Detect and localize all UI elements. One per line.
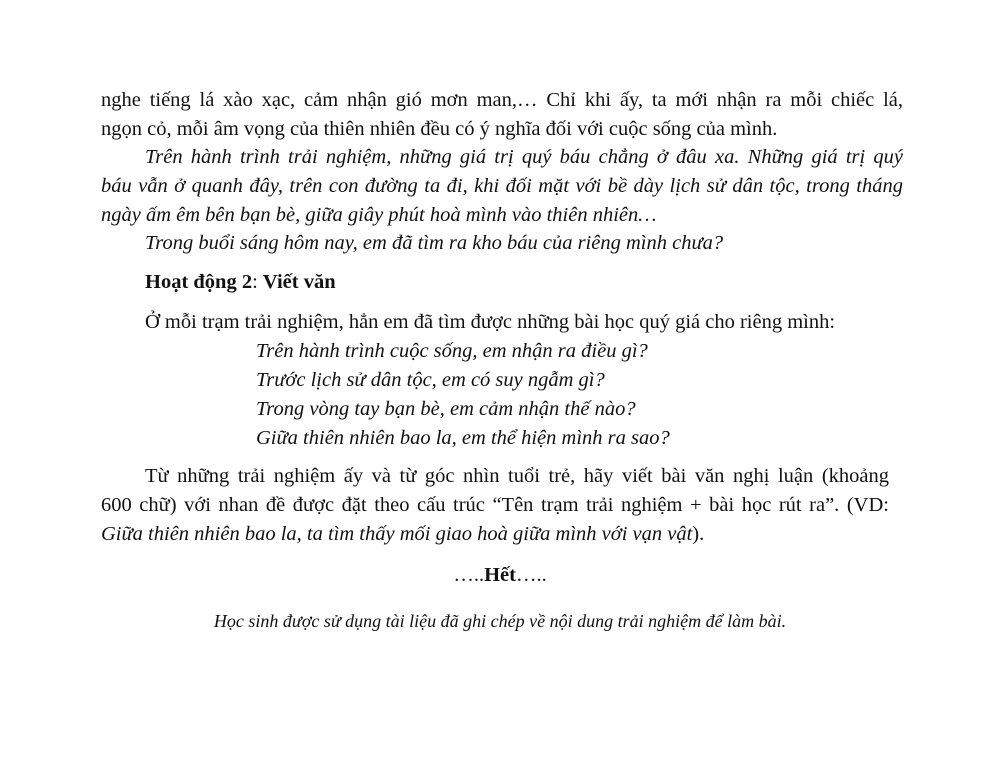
intro-text: Ở mỗi trạm trải nghiệm, hẳn em đã tìm được những bài học quý giá cho riêng mình: <box>145 311 836 333</box>
paragraph2-line2: báu vẫn ở quanh đây, trên con đường ta đi, khi đối mặt với bề dày lịch sử dân tộc, trong tháng <box>101 175 903 197</box>
footnote: Học sinh được sử dụng tài liệu đã ghi chép về nội dung trải nghiệm để làm bài. <box>213 611 787 631</box>
paragraph1-line2: ngọn cỏ, mỗi âm vọng của thiên nhiên đều có ý nghĩa đối với cuộc sống của mình. <box>101 118 778 140</box>
paragraph1-line1: nghe tiếng lá xào xạc, cảm nhận gió mơn man,… Chỉ khi ấy, ta mới nhận ra mỗi chiếc lá, <box>101 89 903 111</box>
end-mark-prefix: ….. <box>453 564 485 586</box>
task-example-end: ). <box>692 523 705 545</box>
task-line1: Từ những trải nghiệm ấy và từ góc nhìn tuổi trẻ, hãy viết bài văn nghị luận (khoảng <box>145 465 889 487</box>
activity-label: Hoạt động 2 <box>145 271 253 293</box>
end-mark <box>0 561 1000 589</box>
end-mark-word: Hết <box>484 564 516 586</box>
end-mark-suffix: ….. <box>515 564 547 586</box>
question-item: Trước lịch sử dân tộc, em có suy ngẫm gì? <box>256 369 605 391</box>
activity-separator: : <box>252 271 263 293</box>
question-item: Giữa thiên nhiên bao la, em thể hiện mình ra sao? <box>256 427 670 449</box>
task-example: Giữa thiên nhiên bao la, ta tìm thấy mối giao hoà giữa mình với vạn vật <box>101 523 693 545</box>
question-item: Trong vòng tay bạn bè, em cảm nhận thế nào? <box>256 398 636 420</box>
question-item: Trên hành trình cuộc sống, em nhận ra điều gì? <box>256 340 648 362</box>
activity-heading <box>145 268 336 296</box>
task-line2: 600 chữ) với nhan đề được đặt theo cấu trúc “Tên trạm trải nghiệm + bài học rút ra”. (VD: <box>101 494 889 516</box>
paragraph3: Trong buổi sáng hôm nay, em đã tìm ra kho báu của riêng mình chưa? <box>145 232 724 254</box>
paragraph2-line1: Trên hành trình trải nghiệm, những giá trị quý báu chẳng ở đâu xa. Những giá trị quý <box>145 146 903 168</box>
activity-title: Viết văn <box>262 271 336 293</box>
task-line3 <box>101 520 704 548</box>
paragraph2-line3: ngày ấm êm bên bạn bè, giữa giây phút hoà mình vào thiên nhiên… <box>101 204 657 226</box>
